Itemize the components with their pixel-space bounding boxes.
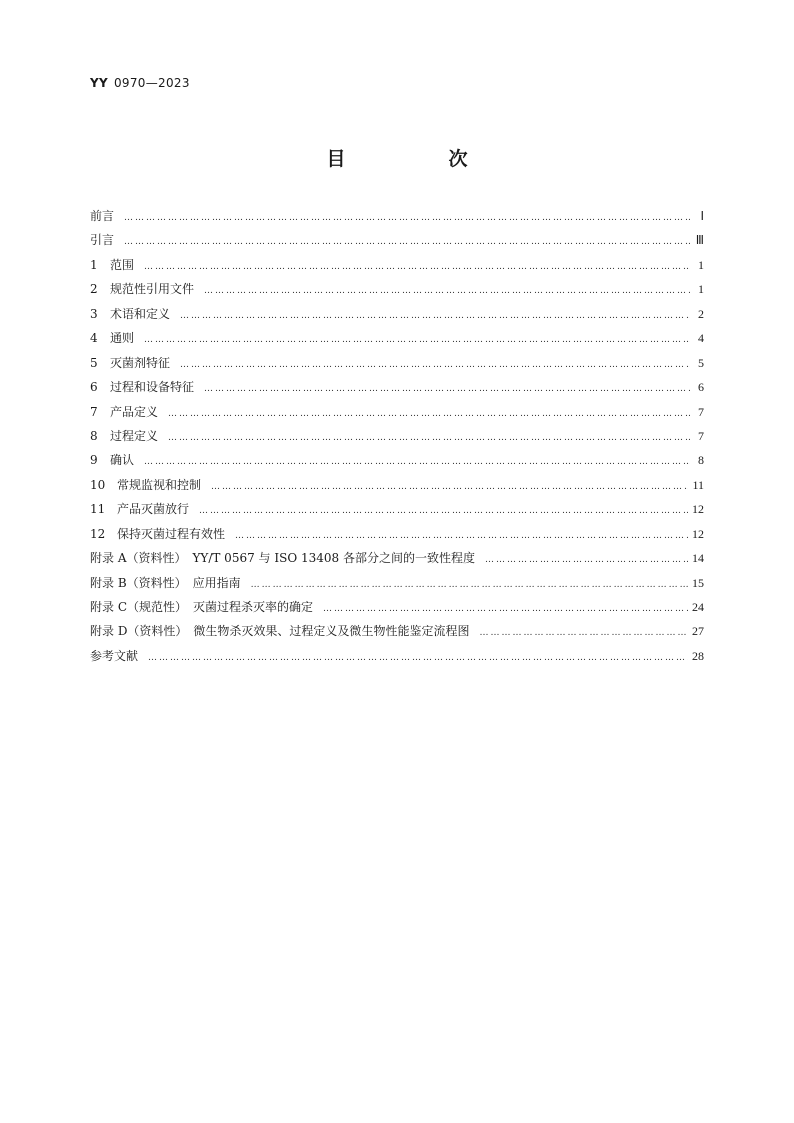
toc-leader-dots (204, 285, 690, 294)
toc-entry-title: 引言 (90, 233, 115, 248)
toc-entry-title: 范围 (110, 257, 135, 272)
toc-entry-page: 4 (698, 331, 704, 346)
toc-entry[interactable] (90, 500, 704, 524)
toc-entry-title: 灭菌剂特征 (110, 355, 171, 370)
toc-entry-title: 规范性引用文件 (110, 282, 195, 297)
toc-entry[interactable] (90, 354, 704, 378)
toc-entry[interactable] (90, 256, 704, 280)
toc-entry-title: 术语和定义 (110, 306, 171, 321)
toc-entry-number: 1 (90, 257, 98, 272)
toc-entry-page: 6 (698, 380, 704, 395)
toc-leader-dots (180, 359, 690, 368)
toc-entry-title: 参考文献 (90, 648, 139, 663)
toc-entry-page: Ⅲ (695, 233, 704, 248)
toc-entry[interactable] (90, 476, 704, 500)
toc-entry-number: 12 (90, 526, 106, 541)
toc-entry[interactable] (90, 427, 704, 451)
toc-entry-title: 附录 A（资料性） YY/T 0567 与 ISO 13408 各部分之间的一致性程度 (90, 551, 475, 566)
toc-leader-dots (144, 334, 690, 343)
toc-entry[interactable] (90, 403, 704, 427)
toc-entry[interactable] (90, 549, 704, 573)
toc-entry-title: 确认 (110, 453, 135, 468)
toc-entry-page: 11 (692, 477, 704, 492)
toc-entry-number: 4 (90, 331, 98, 346)
toc-entry-page: 14 (692, 551, 704, 566)
toc-entry[interactable] (90, 329, 704, 353)
toc-leader-dots (251, 579, 688, 588)
toc-entry-title: 过程和设备特征 (110, 380, 195, 395)
toc-entry[interactable] (90, 280, 704, 304)
toc-entry-page: 27 (692, 624, 704, 639)
toc-entry-title: 过程定义 (110, 428, 159, 443)
toc-leader-dots (124, 212, 690, 221)
toc-entry[interactable] (90, 378, 704, 402)
toc-entry-title: 保持灭菌过程有效性 (117, 526, 226, 541)
toc-entry[interactable] (90, 305, 704, 329)
toc-entry-page: 7 (698, 428, 704, 443)
standard-prefix: YY (90, 76, 108, 90)
toc-entry-number: 11 (90, 502, 106, 517)
toc-entry-number: 2 (90, 282, 98, 297)
toc-entry-title: 前言 (90, 209, 115, 223)
toc-entry-number: 8 (90, 428, 98, 443)
toc-entry-title: 通则 (110, 331, 135, 346)
toc-entry-title: 产品灭菌放行 (117, 502, 190, 517)
toc-leader-dots (211, 481, 688, 490)
toc-entry[interactable] (90, 574, 704, 598)
toc-leader-dots (180, 310, 690, 319)
toc-leader-dots (144, 261, 690, 270)
toc-entry-page: 12 (692, 502, 704, 517)
toc-entry-number: 5 (90, 355, 98, 370)
toc-leader-dots (148, 652, 688, 661)
toc-entry[interactable] (90, 598, 704, 622)
toc-leader-dots (485, 554, 688, 563)
toc-entry-page: Ⅰ (700, 209, 704, 223)
toc-entry-page: 28 (692, 648, 704, 663)
toc-entry-page: 1 (698, 282, 704, 297)
toc-entry-number: 10 (90, 477, 106, 492)
page-title: 目 次 (326, 148, 510, 170)
toc-entry[interactable] (90, 622, 704, 646)
toc-entry-title: 产品定义 (110, 404, 159, 419)
toc-leader-dots (168, 432, 690, 441)
standard-number: 0970—2023 (113, 76, 190, 90)
toc-entry[interactable] (90, 647, 704, 671)
toc-leader-dots (168, 408, 690, 417)
toc-leader-dots (199, 505, 688, 514)
toc-entry-page: 7 (698, 404, 704, 419)
toc-entry-title: 附录 D（资料性） 微生物杀灭效果、过程定义及微生物性能鉴定流程图 (90, 624, 470, 639)
toc-entry-title: 常规监视和控制 (117, 477, 202, 492)
toc-entry-page: 5 (698, 355, 704, 370)
toc-entry[interactable] (90, 231, 704, 255)
toc-entry[interactable] (90, 451, 704, 475)
toc-entry-page: 8 (698, 453, 704, 468)
toc-entry[interactable] (90, 525, 704, 549)
toc-leader-dots (479, 627, 688, 636)
toc-entry-title: 附录 C（规范性） 灭菌过程杀灭率的确定 (90, 600, 313, 614)
toc-entry-page: 15 (692, 575, 704, 590)
toc-leader-dots (204, 383, 690, 392)
toc-entry-number: 3 (90, 306, 98, 321)
toc-entry-page: 24 (692, 600, 704, 614)
toc-leader-dots (124, 236, 690, 245)
toc-entry-number: 9 (90, 453, 98, 468)
toc-leader-dots (144, 456, 690, 465)
toc-entry-page: 2 (698, 306, 704, 321)
toc-entry-page: 12 (692, 526, 704, 541)
table-of-contents (90, 207, 704, 671)
toc-entry-title: 附录 B（资料性） 应用指南 (90, 575, 241, 590)
toc-entry-number: 7 (90, 404, 98, 419)
toc-entry[interactable] (90, 207, 704, 231)
toc-entry-number: 6 (90, 380, 98, 395)
standard-code (90, 76, 190, 90)
toc-leader-dots (235, 530, 688, 539)
toc-leader-dots (323, 603, 688, 612)
toc-entry-page: 1 (698, 257, 704, 272)
